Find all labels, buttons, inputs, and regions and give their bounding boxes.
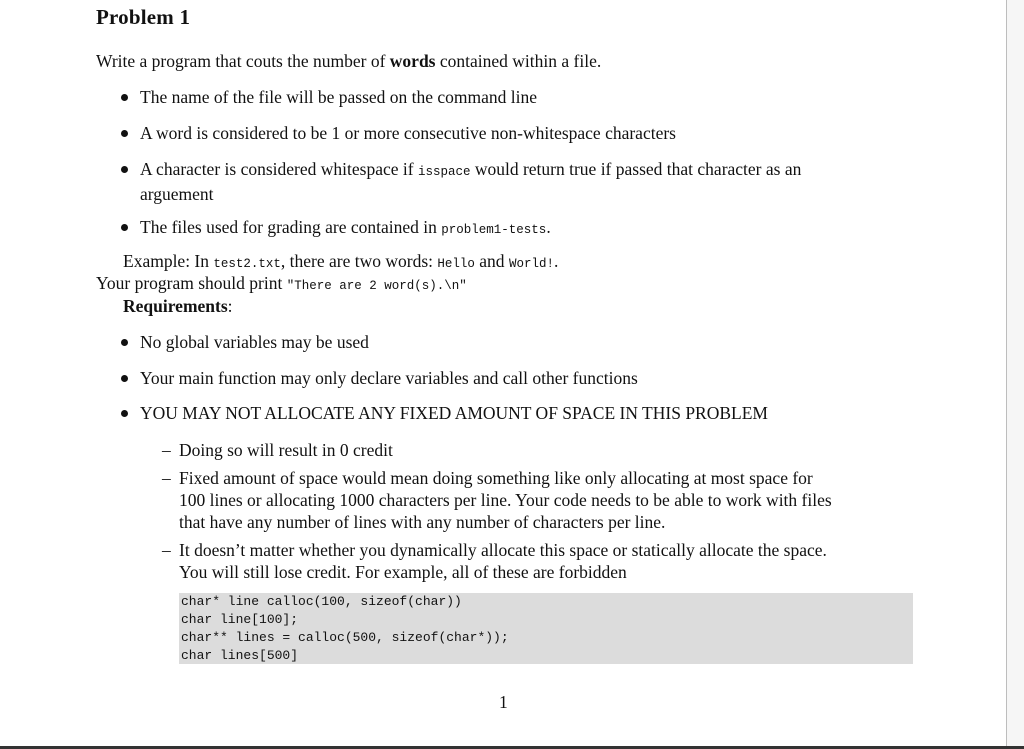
list-item: A word is considered to be 1 or more consecutive non-whitespace characters bbox=[140, 122, 914, 144]
inline-code: isspace bbox=[417, 165, 471, 179]
inline-code: problem1-tests bbox=[441, 223, 547, 237]
sub-list-item: – Doing so will result in 0 credit bbox=[162, 440, 393, 460]
bullet-icon bbox=[121, 339, 128, 346]
list-item: Your main function may only declare variables and call other functions bbox=[140, 367, 914, 389]
sub-list-item: – Fixed amount of space would mean doing something like only allocating at most space for 100 lines or allocating 1000 characters per line. Your code needs to be able to work with files that have any number of lines with any number of characters per line. bbox=[162, 468, 832, 532]
inline-code: World! bbox=[508, 257, 554, 271]
emphasis-words: words bbox=[389, 51, 436, 71]
intro-paragraph: Write a program that couts the number of words contained within a file. bbox=[96, 51, 602, 71]
requirements-heading: Requirements: bbox=[123, 296, 233, 316]
bullet-icon bbox=[121, 410, 128, 417]
list-item: A character is considered whitespace if isspace would return true if passed that character as an arguement bbox=[140, 158, 914, 205]
list-item: No global variables may be used bbox=[140, 331, 914, 353]
bullet-icon bbox=[121, 375, 128, 382]
inline-code: test2.txt bbox=[213, 257, 281, 271]
dash-icon: – bbox=[162, 440, 171, 460]
bullet-icon bbox=[121, 130, 128, 137]
page-edge bbox=[1006, 0, 1007, 749]
page-number: 1 bbox=[499, 692, 508, 712]
code-line: char line[100]; bbox=[181, 612, 299, 627]
bullet-icon bbox=[121, 166, 128, 173]
inline-code: "There are 2 word(s).\n" bbox=[286, 279, 467, 293]
bullet-icon bbox=[121, 94, 128, 101]
example-line: Example: In test2.txt, there are two words: Hello and World!. bbox=[123, 251, 559, 271]
window-background-strip bbox=[1007, 0, 1024, 749]
dash-icon: – bbox=[162, 540, 171, 560]
code-line: char lines[500] bbox=[181, 648, 299, 663]
inline-code: Hello bbox=[437, 257, 475, 271]
page-title: Problem 1 bbox=[96, 5, 191, 29]
expected-output-line: Your program should print "There are 2 word(s).\n" bbox=[96, 273, 467, 293]
list-item: YOU MAY NOT ALLOCATE ANY FIXED AMOUNT OF SPACE IN THIS PROBLEM bbox=[140, 402, 914, 424]
code-line: char* line calloc(100, sizeof(char)) bbox=[181, 594, 462, 609]
bullet-icon bbox=[121, 224, 128, 231]
dash-icon: – bbox=[162, 468, 171, 488]
list-item: The files used for grading are contained in problem1-tests. bbox=[140, 216, 914, 241]
code-block bbox=[179, 593, 913, 664]
sub-list-item: – It doesn’t matter whether you dynamically allocate this space or statically allocate the space. You will still lose credit. For example, all of these are forbidden bbox=[162, 540, 827, 582]
code-line: char** lines = calloc(500, sizeof(char*)); bbox=[181, 630, 509, 645]
list-item: The name of the file will be passed on the command line bbox=[140, 86, 914, 108]
